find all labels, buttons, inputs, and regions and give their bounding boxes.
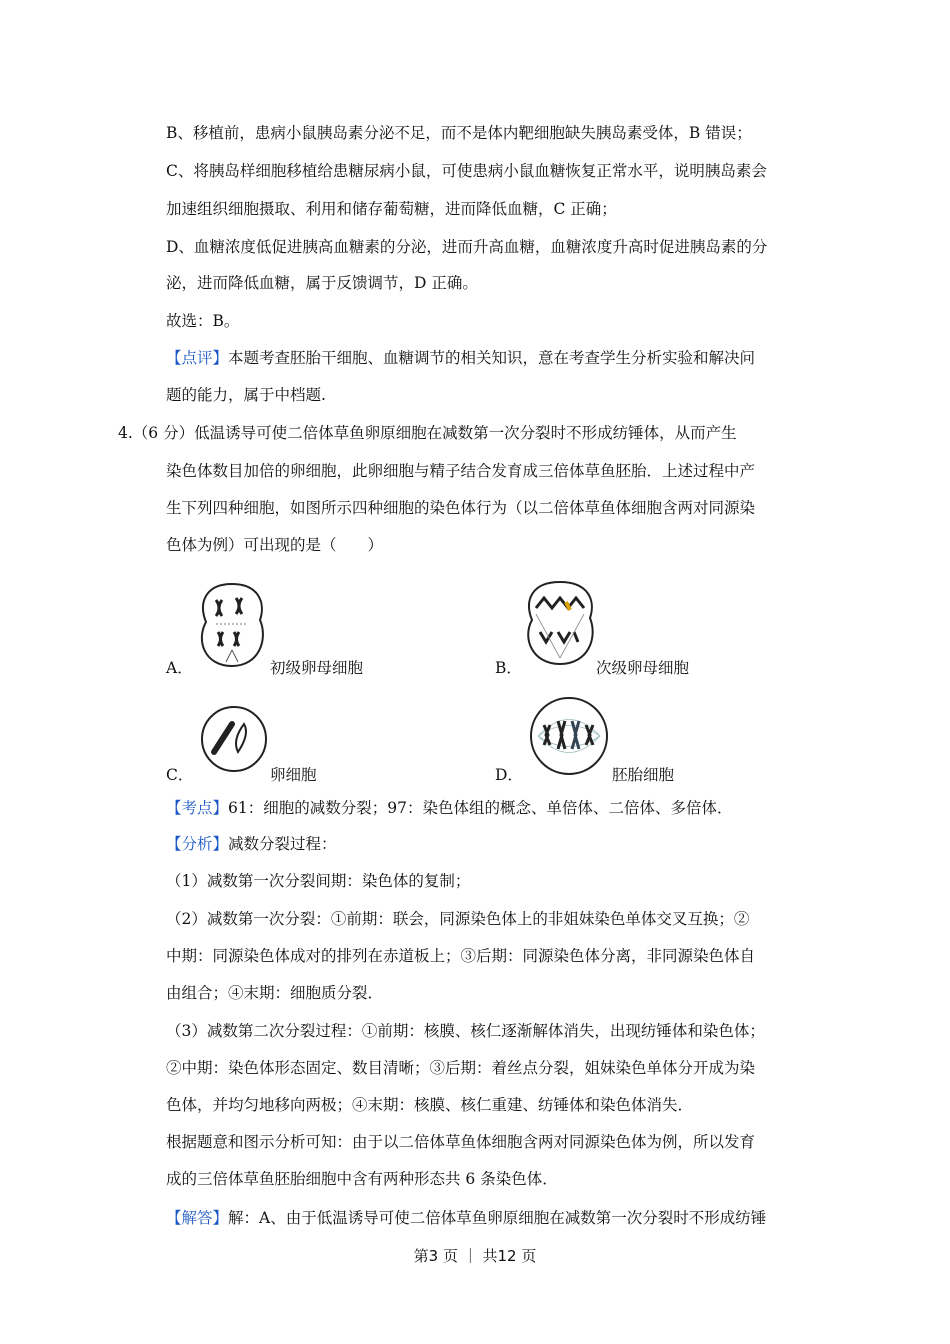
answer-choice: 故选：B。 — [166, 312, 240, 330]
page-footer: 第3 页 ｜ 共12 页 — [413, 1247, 537, 1265]
fenxi-tag: 【分析】 — [166, 835, 229, 853]
kaodian-tag: 【考点】 — [166, 799, 229, 817]
solution-line-c1: C、将胰岛样细胞移植给患糖尿病小鼠，可使患病小鼠血糖恢复正常水平，说明胰岛素会 — [166, 162, 767, 180]
question-4-line-2: 染色体数目加倍的卵细胞，此卵细胞与精子结合发育成三倍体草鱼胚胎．上述过程中产 — [166, 462, 756, 480]
option-b-letter: B． — [495, 659, 522, 677]
option-a-cell-diagram — [196, 580, 268, 672]
analysis-line-8: 根据题意和图示分析可知：由于以二倍体草鱼体细胞含两对同源染色体为例，所以发育 — [166, 1133, 756, 1151]
fenxi-text: 减数分裂过程： — [228, 835, 337, 853]
analysis-line-7: 色体，并均匀地移向两极；④末期：核膜、核仁重建、纺锤体和染色体消失． — [166, 1096, 694, 1114]
analysis-line-3: 中期：同源染色体成对的排列在赤道板上；③后期：同源染色体分离，非同源染色体自 — [166, 947, 756, 965]
solution-line-c2: 加速组织细胞摄取、利用和储存葡萄糖，进而降低血糖，C 正确； — [166, 200, 617, 218]
analysis-line-5: （3）减数第二次分裂过程：①前期：核膜、核仁逐渐解体消失，出现纺锤体和染色体； — [166, 1022, 765, 1040]
jieda-tag: 【解答】 — [166, 1209, 229, 1227]
solution-line-d2: 泌，进而降低血糖，属于反馈调节，D 正确。 — [166, 274, 478, 292]
option-d-label: 胚胎细胞 — [612, 766, 675, 784]
solution-line-d1: D、血糖浓度低促进胰高血糖素的分泌，进而升高血糖，血糖浓度升高时促进胰岛素的分 — [166, 238, 768, 256]
option-d-letter: D． — [495, 766, 523, 784]
option-d-cell-diagram — [528, 695, 610, 777]
jieda-line — [166, 1207, 766, 1229]
comment-line-1 — [166, 347, 755, 369]
comment-tag: 【点评】 — [166, 349, 229, 367]
option-c-letter: C． — [166, 766, 194, 784]
question-4-line-4: 色体为例）可出现的是（ ） — [166, 536, 384, 554]
option-c-label: 卵细胞 — [270, 766, 317, 784]
analysis-line-6: ②中期：染色体形态固定、数目清晰；③后期：着丝点分裂，姐妹染色单体分开成为染 — [166, 1059, 756, 1077]
option-b-label: 次级卵母细胞 — [596, 659, 690, 677]
analysis-line-1: （1）减数第一次分裂间期：染色体的复制； — [166, 872, 471, 890]
option-a-letter: A． — [166, 659, 193, 677]
fenxi-line — [166, 833, 337, 855]
question-4-line-1 — [118, 422, 737, 444]
kaodian-text: 61：细胞的减数分裂；97：染色体组的概念、单倍体、二倍体、多倍体． — [228, 799, 733, 817]
option-a-label: 初级卵母细胞 — [270, 659, 364, 677]
question-4-text-1: （6 分）低温诱导可使二倍体草鱼卵原细胞在减数第一次分裂时不形成纺锤体，从而产生 — [132, 424, 737, 442]
solution-line-b: B、移植前，患病小鼠胰岛素分泌不足，而不是体内靶细胞缺失胰岛素受体，B 错误； — [166, 124, 752, 142]
question-number: 4. — [118, 424, 133, 442]
comment-line-2: 题的能力，属于中档题. — [166, 386, 326, 404]
jieda-text: 解：A、由于低温诱导可使二倍体草鱼卵原细胞在减数第一次分裂时不形成纺锤 — [228, 1209, 767, 1227]
comment-text-1: 本题考查胚胎干细胞、血糖调节的相关知识，意在考查学生分析实验和解决问 — [228, 349, 756, 367]
analysis-line-4: 由组合；④末期：细胞质分裂． — [166, 984, 384, 1002]
option-c-cell-diagram — [198, 702, 270, 774]
kaodian-line — [166, 797, 732, 819]
analysis-line-9: 成的三倍体草鱼胚胎细胞中含有两种形态共 6 条染色体． — [166, 1170, 558, 1188]
analysis-line-2: （2）减数第一次分裂：①前期：联会，同源染色体上的非姐妹染色单体交叉互换；② — [166, 910, 750, 928]
option-b-cell-diagram — [522, 578, 598, 670]
question-4-line-3: 生下列四种细胞，如图所示四种细胞的染色体行为（以二倍体草鱼体细胞含两对同源染 — [166, 499, 756, 517]
